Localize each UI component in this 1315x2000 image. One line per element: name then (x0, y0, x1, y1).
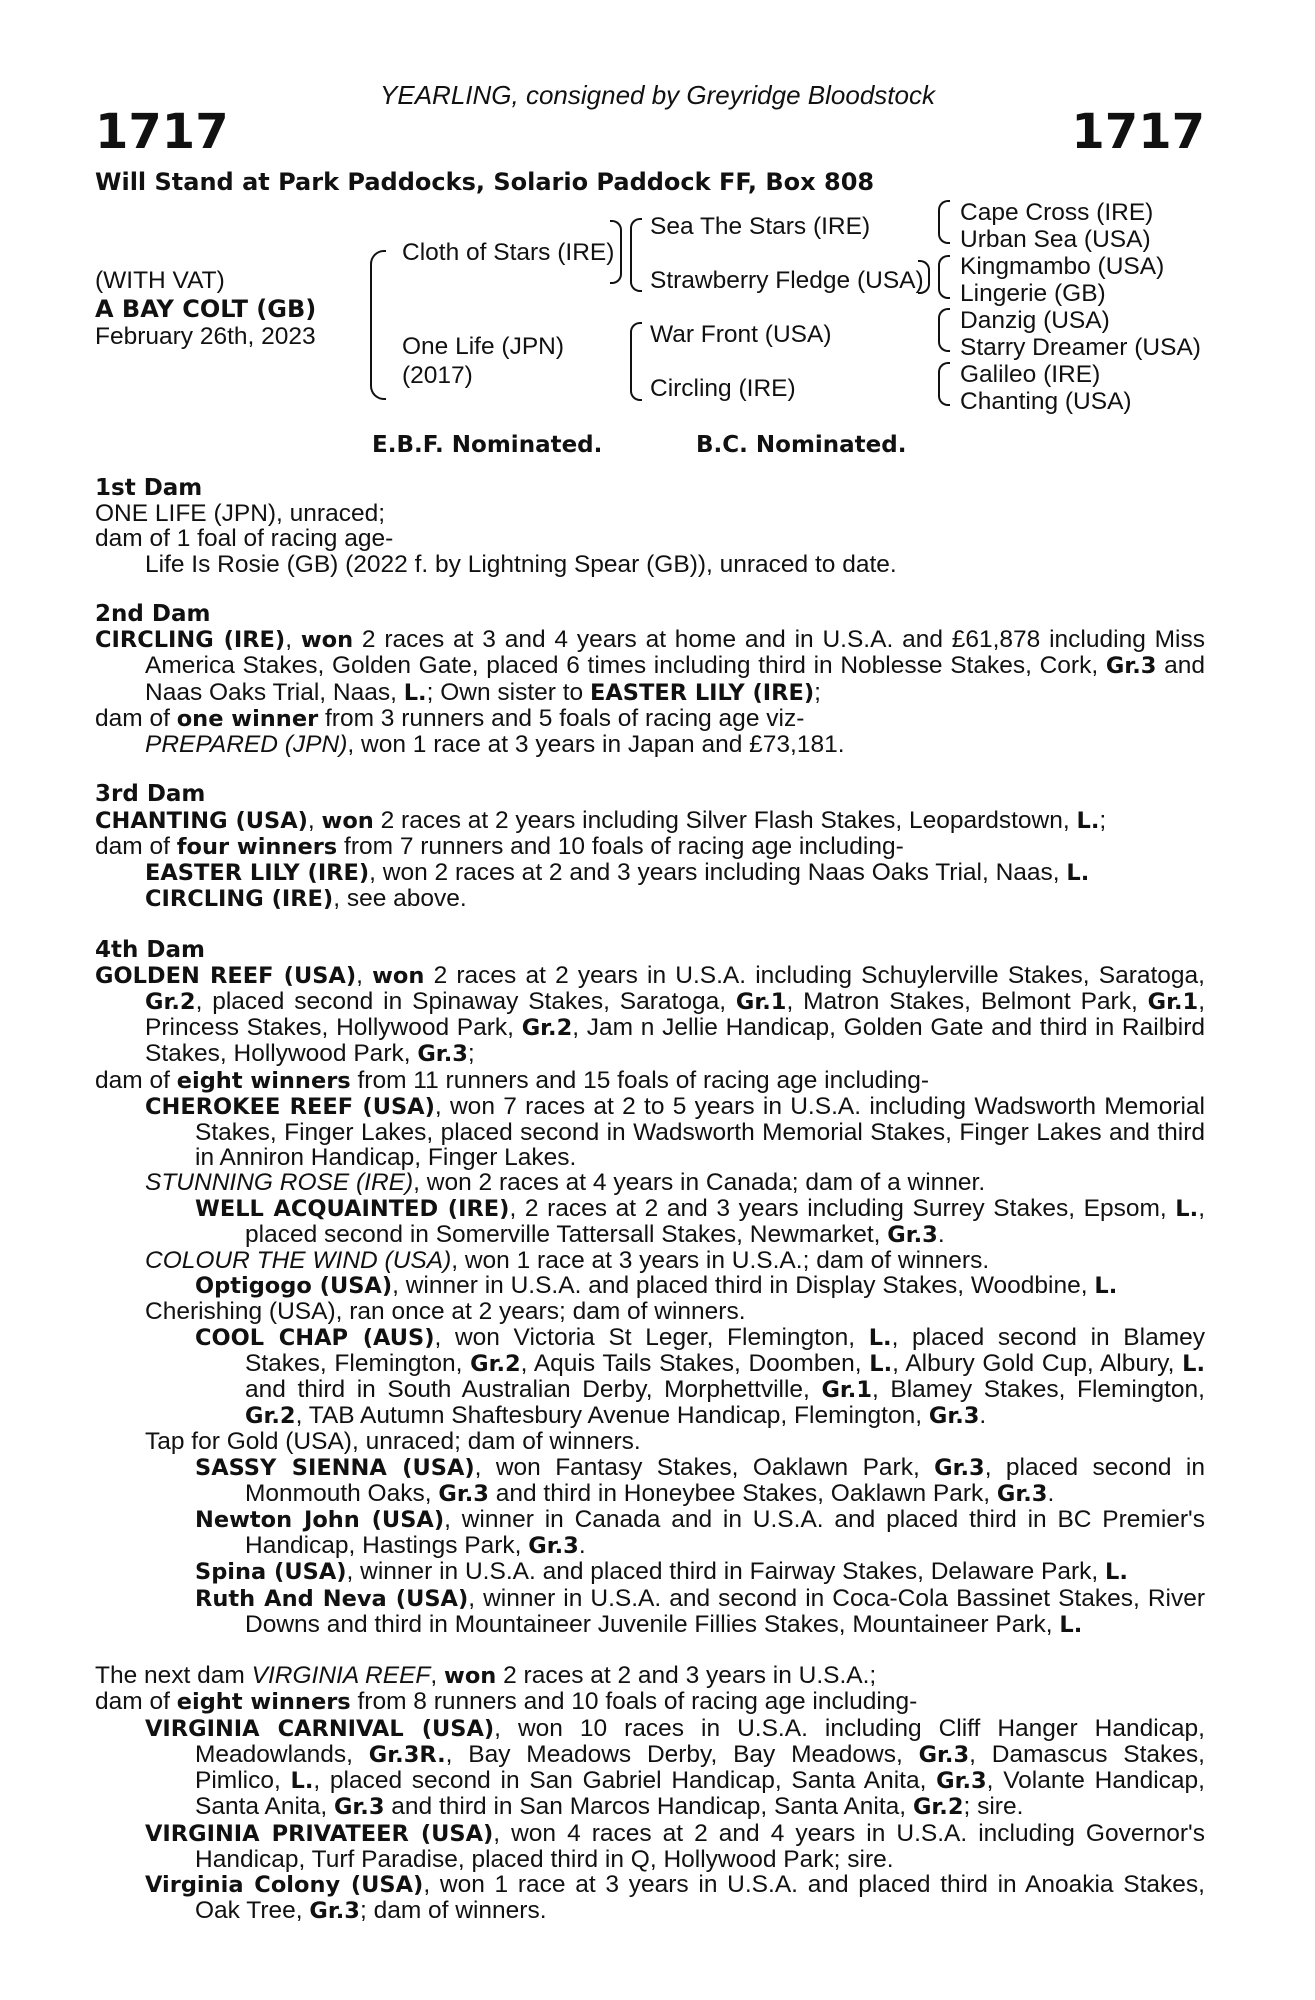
pedigree-dam-sire: War Front (USA) (650, 321, 832, 348)
italic-text: STUNNING ROSE (IRE) (145, 1169, 414, 1197)
italic-text: PREPARED (JPN) (145, 731, 348, 759)
pedigree-dds: Galileo (IRE) (960, 361, 1101, 388)
pedigree-sdd: Lingerie (GB) (960, 280, 1106, 307)
text-run: , Jam n Jellie Handicap, Golden Gate and third in Railbird Stakes, Hollywood Park, (145, 1014, 1205, 1068)
bold-text: Gr.2 (245, 1403, 296, 1430)
text-run: from 8 runners and 10 foals of racing age including- (350, 1688, 918, 1716)
pedigree-dam-dam: Circling (IRE) (650, 375, 796, 402)
text-run: ONE LIFE (JPN), unraced; (95, 500, 386, 528)
pedigree-paragraph (95, 1821, 1205, 1872)
text-run: , Volante Handicap, Santa Anita, (195, 1767, 1205, 1821)
section-gap (95, 912, 1205, 937)
text-run: , (307, 806, 322, 834)
pedigree-paragraph (95, 1068, 1205, 1094)
text-run: , won 1 race at 3 years in Japan and £73,181. (347, 731, 845, 759)
ds-parents-brace (938, 308, 950, 352)
consignment-subtitle: YEARLING, consigned by Greyridge Bloodstock (380, 80, 935, 110)
dam-parents-brace (630, 322, 642, 401)
bold-text: Gr.2 (521, 1015, 573, 1042)
bold-text: L. (1182, 1350, 1205, 1377)
text-run: , (430, 1662, 445, 1690)
female-family-text (95, 476, 1205, 1924)
pedigree-paragraph (95, 627, 1205, 706)
text-run: , won 10 races in U.S.A. including Cliff Hanger Handicap, Meadowlands, (195, 1714, 1205, 1768)
pedigree-paragraph (95, 1663, 1205, 1689)
ss-parents-brace (938, 200, 950, 244)
dam-section (95, 938, 1205, 1638)
pedigree-paragraph (95, 860, 1205, 886)
bold-text: CIRCLING (IRE) (95, 627, 286, 654)
text-run: . (1047, 1479, 1055, 1507)
pedigree-dsd: Starry Dreamer (USA) (960, 334, 1201, 361)
text-run: ; dam of winners. (359, 1897, 547, 1925)
ebf-nomination: E.B.F. Nominated. (372, 432, 603, 458)
text-run: , winner in U.S.A. and placed third in Fairway Stakes, Delaware Park, (346, 1558, 1105, 1586)
text-run: , won 2 races at 2 and 3 years including Naas Oaks Trial, Naas, (369, 859, 1067, 887)
pedigree-paragraph (95, 1689, 1205, 1715)
dam-heading: 2nd Dam (95, 601, 211, 627)
bold-text: Gr.3 (928, 1403, 980, 1430)
bold-text: won (321, 807, 374, 834)
pedigree-paragraph (95, 706, 1205, 732)
text-run: , Albury Gold Cup, Albury, (892, 1349, 1183, 1377)
text-run: , Blamey Stakes, Flemington, (872, 1376, 1205, 1404)
bold-text: Gr.1 (735, 989, 787, 1016)
bold-text: L. (1094, 1273, 1118, 1300)
bc-nomination: B.C. Nominated. (696, 432, 907, 458)
text-run: 2 races at 2 years including Silver Flash Stakes, Leopardstown, (373, 806, 1077, 834)
dam-heading: 4th Dam (95, 936, 205, 963)
dd-parents-brace (938, 362, 950, 406)
pedigree-paragraph (95, 1559, 1205, 1585)
text-run: , won 2 races at 4 years in Canada; dam of a winner. (413, 1169, 986, 1197)
bold-text: Gr.3 (1105, 653, 1157, 680)
text-run: , Damascus Stakes, Pimlico, (195, 1740, 1205, 1795)
dam-section (95, 1663, 1205, 1924)
text-run: dam of 1 foal of racing age- (95, 525, 394, 553)
pedigree-ssd: Urban Sea (USA) (960, 226, 1151, 253)
pedigree-paragraph (95, 963, 1205, 1068)
pedigree-paragraph (95, 1872, 1205, 1924)
bold-text: L. (1105, 1559, 1128, 1586)
bold-text: won (444, 1663, 497, 1690)
text-run: ; (814, 678, 821, 706)
bold-text: EASTER LILY (IRE) (145, 860, 370, 887)
text-run: , placed second in Somerville Tattersall Stakes, Newmarket, (245, 1194, 1205, 1248)
italic-text: VIRGINIA REEF (251, 1662, 431, 1690)
pedigree-dss: Danzig (USA) (960, 307, 1110, 334)
pedigree-paragraph (95, 1196, 1205, 1248)
bold-text: Optigogo (USA) (195, 1273, 393, 1300)
pedigree-paragraph (95, 886, 1205, 912)
bold-text: Spina (USA) (195, 1559, 347, 1586)
horse-dob: February 26th, 2023 (95, 323, 316, 350)
bold-text: L. (403, 679, 427, 706)
bold-text: L. (1066, 860, 1090, 887)
bold-text: Gr.2 (912, 1794, 964, 1821)
bold-text: VIRGINIA PRIVATEER (USA) (145, 1820, 494, 1847)
bold-text: COOL CHAP (AUS) (195, 1324, 435, 1351)
text-run: ; Own sister to (426, 678, 590, 706)
lot-number-right: 1717 (1071, 104, 1205, 160)
bold-text: Gr.3 (918, 1741, 970, 1768)
pedigree-paragraph (95, 1716, 1205, 1821)
text-run: Tap for Gold (USA), unraced; dam of winners. (145, 1428, 641, 1456)
section-gap (95, 757, 1205, 782)
pedigree-paragraph (95, 1429, 1205, 1454)
vat-note: (WITH VAT) (95, 267, 225, 294)
pedigree-paragraph (95, 552, 1205, 577)
bold-text: won (300, 627, 354, 654)
pedigree-paragraph (95, 1455, 1205, 1507)
text-run: ; (467, 1040, 475, 1068)
pedigree-sire-dam: Strawberry Fledge (USA) (650, 267, 924, 294)
pedigree-dam: One Life (JPN) (402, 333, 565, 360)
text-run: dam of (95, 704, 177, 732)
text-run: , placed second in Blamey Stakes, Flemington, (245, 1323, 1205, 1377)
sd-parents-brace (938, 255, 950, 299)
text-run: , won 4 races at 2 and 4 years in U.S.A. including Governor's Handicap, Turf Paradise, placed third in Q, Hollywood Park; sire. (195, 1819, 1205, 1873)
dam-section (95, 602, 1205, 757)
bold-text: Newton John (USA) (195, 1507, 445, 1534)
pedigree-sire: Cloth of Stars (IRE) (402, 239, 615, 266)
pedigree-paragraph (95, 1325, 1205, 1430)
text-run: from 7 runners and 10 foals of racing age including- (337, 832, 904, 860)
text-run: , see above. (333, 885, 467, 913)
text-run: from 3 runners and 5 foals of racing age viz- (318, 704, 805, 732)
bold-text: CHEROKEE REEF (USA) (145, 1093, 435, 1120)
bold-text: eight winners (176, 1689, 351, 1716)
text-run: , (356, 961, 373, 989)
bold-text: Gr.3 (528, 1533, 579, 1560)
pedigree-paragraph (95, 526, 1205, 551)
bold-text: SASSY SIENNA (USA) (195, 1454, 475, 1481)
dam-section (95, 782, 1205, 912)
dam-heading: 1st Dam (95, 475, 203, 501)
text-run: 2 races at 3 and 4 years at home and in U.S.A. and £61,878 including Miss America Stakes, Golden Gate, placed 6 times including third in Noblesse Stakes, Cork, (145, 626, 1205, 680)
text-run: , Bay Meadows Derby, Bay Meadows, (445, 1740, 919, 1768)
text-run: , won 7 races at 2 to 5 years in U.S.A. including Wadsworth Memorial Stakes, Finger Lakes, placed second in Wadsworth Memorial Stakes, Finger Lakes and third in Anniron Handicap, Finger Lakes. (195, 1092, 1205, 1172)
pedigree-sss: Cape Cross (IRE) (960, 199, 1154, 226)
bold-text: Gr.3 (936, 1768, 987, 1795)
bold-text: EASTER LILY (IRE) (589, 679, 815, 706)
dam-heading: 3rd Dam (95, 781, 206, 808)
pedigree-sds: Kingmambo (USA) (960, 253, 1165, 280)
text-run: Life Is Rosie (GB) (2022 f. by Lightning Spear (GB)), unraced to date. (145, 550, 897, 578)
text-run: , TAB Autumn Shaftesbury Avenue Handicap, Flemington, (295, 1402, 929, 1430)
pedigree-paragraph (95, 808, 1205, 834)
bold-text: Virginia Colony (USA) (145, 1871, 424, 1898)
text-run: , placed second in Spinaway Stakes, Saratoga, (195, 988, 736, 1016)
text-run: , (285, 626, 301, 654)
bold-text: Gr.2 (145, 989, 196, 1016)
pedigree-paragraph (95, 1170, 1205, 1195)
bold-text: won (372, 962, 425, 989)
section-gap (95, 1638, 1205, 1663)
pedigree-main-brace (370, 250, 386, 400)
pedigree-paragraph (95, 1299, 1205, 1324)
text-run: ; (1099, 806, 1107, 834)
bold-text: VIRGINIA CARNIVAL (USA) (145, 1715, 495, 1742)
bold-text: eight winners (176, 1067, 351, 1094)
pedigree-ddd: Chanting (USA) (960, 388, 1132, 415)
bold-text: Gr.2 (470, 1350, 521, 1377)
bold-text: Gr.1 (1147, 989, 1199, 1016)
text-run: . (979, 1402, 987, 1430)
text-run: , 2 races at 2 and 3 years including Surrey Stakes, Epsom, (509, 1194, 1176, 1222)
bold-text: WELL ACQUAINTED (IRE) (195, 1195, 510, 1222)
bold-text: L. (1059, 1611, 1083, 1638)
pedigree-paragraph (95, 1507, 1205, 1559)
text-run: , placed second in Monmouth Oaks, (245, 1453, 1205, 1507)
text-run: dam of (95, 1066, 177, 1094)
pedigree-paragraph (95, 1094, 1205, 1171)
text-run: , winner in Canada and in U.S.A. and placed third in BC Premier's Handicap, Hastings Park, (245, 1506, 1205, 1560)
pedigree-dam-year: (2017) (402, 362, 473, 389)
bold-text: one winner (176, 705, 319, 732)
text-run: ; sire. (963, 1793, 1024, 1821)
text-run: and third in Honeybee Stakes, Oaklawn Park, (488, 1479, 997, 1507)
text-run: 2 races at 2 years in U.S.A. including Schuylerville Stakes, Saratoga, (424, 961, 1205, 989)
bold-text: GOLDEN REEF (USA) (95, 962, 357, 989)
bold-text: Ruth And Neva (USA) (195, 1585, 469, 1612)
text-run: , won Fantasy Stakes, Oaklawn Park, (474, 1453, 935, 1481)
bold-text: L. (290, 1768, 314, 1795)
sire-parents-brace (630, 218, 642, 292)
text-run: , Matron Stakes, Belmont Park, (786, 988, 1148, 1016)
bold-text: Gr.3 (996, 1480, 1048, 1507)
lot-number-left: 1717 (95, 104, 229, 160)
bold-text: Gr.3R. (368, 1741, 446, 1768)
bold-text: Gr.3 (438, 1480, 489, 1507)
bold-text: Gr.3 (887, 1221, 938, 1248)
text-run: , winner in U.S.A. and placed third in Display Stakes, Woodbine, (392, 1272, 1095, 1300)
bold-text: CHANTING (USA) (95, 807, 308, 834)
pedigree-paragraph (95, 1248, 1205, 1273)
bold-text: Gr.3 (417, 1041, 468, 1068)
pedigree-paragraph (95, 1586, 1205, 1638)
text-run: from 11 runners and 15 foals of racing age including- (350, 1066, 930, 1094)
bold-text: Gr.3 (934, 1454, 985, 1481)
text-run: , placed second in San Gabriel Handicap, Santa Anita, (313, 1767, 937, 1795)
horse-name: A BAY COLT (GB) (95, 295, 317, 323)
section-gap (95, 577, 1205, 602)
stand-location: Will Stand at Park Paddocks, Solario Paddock FF, Box 808 (95, 168, 875, 196)
text-run: The next dam (95, 1662, 252, 1690)
bold-text: Gr.1 (821, 1377, 872, 1404)
bold-text: CIRCLING (IRE) (145, 886, 334, 913)
pedigree-paragraph (95, 834, 1205, 860)
text-run: , Aquis Tails Stakes, Doomben, (520, 1349, 870, 1377)
text-run: , Princess Stakes, Hollywood Park, (145, 988, 1206, 1042)
bold-text: Gr.3 (309, 1898, 360, 1925)
text-run: . (578, 1532, 586, 1560)
dam-section (95, 476, 1205, 577)
text-run: and third in San Marcos Handicap, Santa Anita, (384, 1793, 913, 1821)
pedigree-paragraph (95, 732, 1205, 757)
pedigree-sire-sire: Sea The Stars (IRE) (650, 213, 871, 240)
text-run: and third in South Australian Derby, Morphettville, (245, 1376, 822, 1404)
text-run: 2 races at 2 and 3 years in U.S.A.; (496, 1662, 877, 1690)
text-run: , won 1 race at 3 years in U.S.A. and placed third in Anoakia Stakes, Oak Tree, (195, 1870, 1205, 1925)
bold-text: L. (869, 1350, 893, 1377)
bold-text: L. (868, 1324, 892, 1351)
text-run: , won Victoria St Leger, Flemington, (434, 1323, 869, 1351)
pedigree-paragraph (95, 501, 1205, 526)
bold-text: L. (1076, 807, 1100, 834)
bold-text: L. (1175, 1195, 1199, 1222)
text-run: dam of (95, 832, 177, 860)
bold-text: four winners (176, 833, 338, 860)
italic-text: COLOUR THE WIND (USA) (145, 1247, 452, 1275)
text-run: dam of (95, 1688, 177, 1716)
bold-text: Gr.3 (333, 1794, 385, 1821)
text-run: . (937, 1220, 945, 1248)
text-run: , won 1 race at 3 years in U.S.A.; dam of winners. (451, 1247, 990, 1275)
text-run: and Naas Oaks Trial, Naas, (145, 652, 1205, 706)
text-run: , winner in U.S.A. and second in Coca-Cola Bassinet Stakes, River Downs and third in Mountaineer Juvenile Fillies Stakes, Mountaineer Park, (245, 1584, 1205, 1638)
pedigree-paragraph (95, 1273, 1205, 1299)
text-run: Cherishing (USA), ran once at 2 years; dam of winners. (145, 1298, 746, 1326)
